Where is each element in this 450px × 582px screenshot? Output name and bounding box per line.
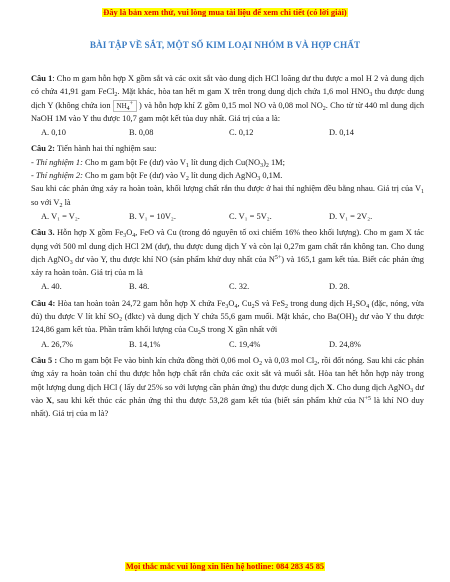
question-4: Câu 4: Hòa tan hoàn toàn 24,72 gam hỗn hợp X chứa $Fe_3O_4$, $Cu_2S$ và FeS$_2$ trong dung dịch $H_2SO_4$ (đặc, nóng, vừa đủ) thu được V lít khí $SO_2$ (đktc) và dung dịch Y chứa 55,6 gam muối. Mặt khác, cho $Ba(OH)_2$ dư vào Y thu được 124,86 gam kết tủa. Phần trăm khối lượng của $Cu_2S$ trong X gần nhất với bbox=[31, 298, 424, 337]
question-5: Câu 5 : Cho m gam bột Fe vào bình kín chứa đồng thời 0,06 mol $O_2$ và 0,03 mol $Cl_2$, rồi đốt nóng. Sau khi các phản ứng xảy ra hoàn toàn chỉ thu được hỗn hợp chất rắn chứa các oxit sắt và muối sắt. Hòa tan hết hỗn hợp này trong một lượng dung dịch HCl ( lấy dư 25% so với lượng cần phản ứng) thu được dung dịch X. Cho dung dịch AgNO$_3$ dư vào X, sau khi kết thúc các phản ứng thì thu được 53,28 gam kết tủa (biết sản phẩm khử của $N^{+5}$ là khí NO duy nhất). Giá trị của m là? bbox=[31, 355, 424, 419]
answers-3 bbox=[41, 280, 424, 293]
question-2-body: Sau khi các phản ứng xảy ra hoàn toàn, khối lượng chất rắn thu được ở hai thí nghiệm đều bằng nhau. Giá trị của $V_1$ so với $V_2$ là bbox=[31, 184, 424, 209]
answer-option: B. V₁ = 10V₂. bbox=[129, 211, 176, 221]
experiment-1: - Thí nghiệm 1: Cho m gam bột Fe (dư) vào $V_1$ lít dung dịch $Cu(NO_3)_2$ 1M; bbox=[31, 157, 285, 169]
answer-option: B. 0,08 bbox=[129, 128, 154, 138]
answer-option: D. 24,8% bbox=[329, 339, 361, 349]
answer-option: A. 0,10 bbox=[41, 128, 66, 138]
answers-1 bbox=[41, 126, 424, 139]
answer-option: A. V₁ = V₂. bbox=[41, 211, 80, 221]
preview-banner: Đây là bản xem thử, vui lòng mua tài liệu để xem chi tiết (có lời giải) bbox=[103, 8, 347, 17]
answer-option: B. 48. bbox=[129, 282, 150, 292]
answer-option: A. 26,7% bbox=[41, 339, 73, 349]
answers-2 bbox=[41, 210, 424, 223]
page-title: BÀI TẬP VỀ SẮT, MỘT SỐ KIM LOẠI NHÓM B VÀ HỢP CHẤT bbox=[89, 40, 361, 50]
answer-option: D. 0,14 bbox=[329, 128, 354, 138]
ammonium-ion: $NH_4^+$ bbox=[113, 100, 138, 112]
question-list bbox=[31, 72, 424, 420]
answer-option: D. 28. bbox=[329, 282, 350, 292]
answer-option: B. 14,1% bbox=[129, 339, 161, 349]
answer-option: C. 32. bbox=[229, 282, 250, 292]
question-3: Câu 3. Hỗn hợp X gồm $Fe_3O_4$, FeO và Cu (trong đó nguyên tố oxi chiếm 16% theo khối lượng). Cho m gam X tác dụng với 500 ml dung dịch HCl 2M (dư), thu được dung dịch Y và còn lại 0,27m gam chất rắn không tan. Cho dung dịch AgNO$_3$ dư vào Y, thu được khí NO (sản phẩm khử duy nhất của $N^{5+}$) và 165,1 gam kết tủa. Biết các phản ứng xảy ra hoàn toàn. Giá trị của m là bbox=[31, 228, 424, 278]
answer-option: A. 40. bbox=[41, 282, 62, 292]
answer-option: C. 0,12 bbox=[229, 128, 254, 138]
answer-option: C. 19,4% bbox=[229, 339, 261, 349]
hotline-banner: Mọi thắc mắc vui lòng xin liên hệ hotline: 084 283 45 85 bbox=[125, 562, 325, 571]
answer-option: D. V₁ = 2V₂. bbox=[329, 211, 373, 221]
question-1: Câu 1: Cho m gam hỗn hợp X gồm sắt và các oxit sắt vào dung dịch HCl loãng dư thu được a mol H 2 và dung dịch có chứa 41,91 gam FeCl$_2$. Mặt khác, hòa tan hết m gam X trên trong dung dịch chứa 1,6 mol $HNO_3$ thu được dung dịch Y (không chứa ion $NH_4^+$ ) và hỗn hợp khí Z gồm 0,15 mol NO và 0,08 mol $NO_2$. Cho từ từ 440 ml dung dịch NaOH 1M vào Y thu được 10,7 gam một kết tủa duy nhất. Giá trị của a là: bbox=[31, 74, 425, 123]
experiment-2: - Thí nghiệm 2: Cho m gam bột Fe (dư) vào $V_2$ lít dung dịch AgNO$_3$ 0,1M. bbox=[31, 171, 283, 183]
question-2: Câu 2: Tiến hành hai thí nghiệm sau: bbox=[31, 144, 157, 154]
answer-option: C. V₁ = 5V₂. bbox=[229, 211, 272, 221]
answers-4 bbox=[41, 338, 424, 351]
